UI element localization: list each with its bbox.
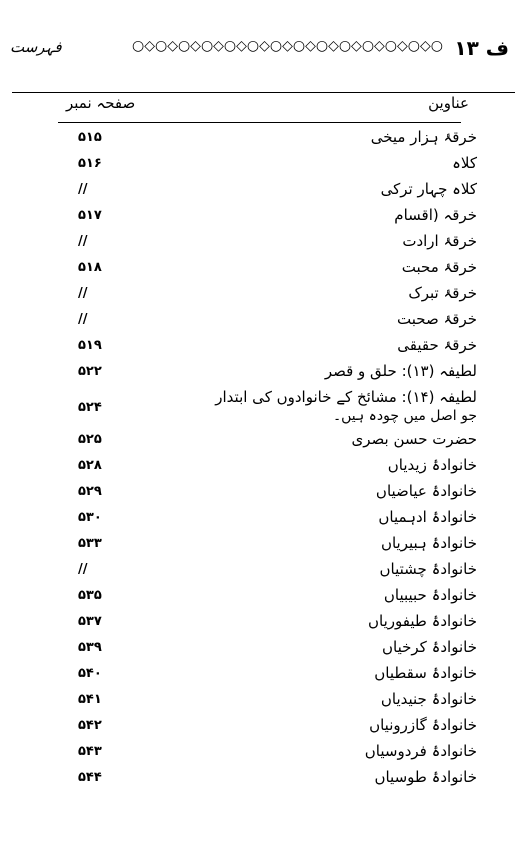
entry-title: خرقۂ تبرک [408,284,477,302]
toc-entry [0,334,525,360]
entry-title: حضرت حسن بصری [351,430,477,448]
entry-page-number: ۵۴۴ [78,770,102,785]
toc-entry [0,610,525,636]
entry-title: لطیفہ (۱۳): حلق و قصر [324,362,477,380]
entry-title: خانوادۂ طوسیاں [374,768,477,786]
entry-title: خانوادۂ جنیدیاں [380,690,477,708]
entry-page-number: ۵۱۷ [78,208,102,223]
toc-entry [0,282,525,308]
entry-title: کلاہ [452,154,477,172]
toc-entry [0,230,525,256]
entry-title: کلاہ چہار ترکی [380,180,477,198]
entry-title: خانوادۂ طیفوریاں [368,612,477,630]
entry-title: خرقۂ ارادت [402,232,477,250]
entry-title: خرقۂ ہزار میخی [370,128,477,146]
toc-entry [0,532,525,558]
entry-title: خانوادۂ فردوسیاں [364,742,477,760]
entry-page-number: ۵۴۰ [78,666,102,681]
entry-page-number: ۵۳۰ [78,510,102,525]
toc-entry [0,386,525,428]
entry-title-line-1: لطیفہ (۱۴): مشائخ کے خانوادوں کی ابتدار [215,388,477,406]
entry-page-number: // [78,312,88,327]
entry-page-number: ۵۴۳ [78,744,102,759]
entry-page-number: ۵۳۵ [78,588,102,603]
running-head: فہرست [10,38,62,56]
toc-entry [0,126,525,152]
pages-column-header: صفحہ نمبر [66,94,136,112]
toc-entry [0,178,525,204]
entry-page-number: // [78,562,88,577]
entry-title: خانوادۂ سقطیاں [374,664,477,682]
toc-entry [0,688,525,714]
entry-title: خانوادۂ گازرونیاں [369,716,477,734]
entry-page-number: ۵۲۸ [78,458,102,473]
header-rule [12,92,515,93]
table-of-contents [0,126,525,792]
toc-entry [0,308,525,334]
entry-page-number: ۵۱۶ [78,156,102,171]
column-header-underline [58,122,461,123]
toc-entry [0,204,525,230]
toc-entry [0,256,525,282]
toc-entry [0,506,525,532]
entry-page-number: ۵۴۱ [78,692,102,707]
toc-entry [0,584,525,610]
page-number: ف ۱۳ [454,36,509,60]
entry-page-number: ۵۲۲ [78,364,102,379]
toc-entry [0,636,525,662]
entry-title: خانوادۂ حبیبیاں [383,586,477,604]
entry-page-number: // [78,286,88,301]
entry-page-number: // [78,182,88,197]
toc-entry [0,662,525,688]
entry-page-number: ۵۱۵ [78,130,102,145]
entry-title: خرقۂ صحبت [397,310,477,328]
entry-page-number: ۵۱۸ [78,260,102,275]
entry-page-number: ۵۱۹ [78,338,102,353]
entry-title: خانوادۂ ادہمیاں [378,508,477,526]
entry-title-line-2: جو اصل میں چودہ ہیں۔ [332,408,477,424]
toc-entry [0,360,525,386]
entry-page-number: ۵۳۷ [78,614,102,629]
entry-page-number: ۵۲۴ [78,400,102,415]
entry-page-number: // [78,234,88,249]
entry-title [215,388,477,424]
entry-title: خرقۂ محبت [401,258,477,276]
entry-title: خانوادۂ ہبیریاں [380,534,477,552]
entry-page-number: ۵۲۵ [78,432,102,447]
entry-title: خانوادۂ عیاضیاں [375,482,477,500]
column-headers [0,94,525,118]
toc-entry [0,454,525,480]
toc-entry [0,740,525,766]
toc-entry [0,766,525,792]
entry-title: خانوادۂ چشتیاں [379,560,477,578]
entry-title: خانوادۂ کرخیاں [382,638,477,656]
entry-page-number: ۵۴۲ [78,718,102,733]
entry-title: خرقہ (اقسام [394,206,477,224]
entry-title: خانوادۂ زیدیاں [387,456,477,474]
toc-entry [0,558,525,584]
entry-page-number: ۵۳۹ [78,640,102,655]
toc-entry [0,714,525,740]
toc-entry [0,428,525,454]
titles-column-header: عناوین [428,94,469,112]
toc-entry [0,480,525,506]
decorative-ornament: ○◇○◇○◇○◇○◇○◇○◇○◇○◇○◇○◇○◇○◇○ [132,38,443,54]
entry-page-number: ۵۲۹ [78,484,102,499]
toc-entry [0,152,525,178]
entry-title: خرقۂ حقیقی [397,336,477,354]
entry-page-number: ۵۳۳ [78,536,102,551]
